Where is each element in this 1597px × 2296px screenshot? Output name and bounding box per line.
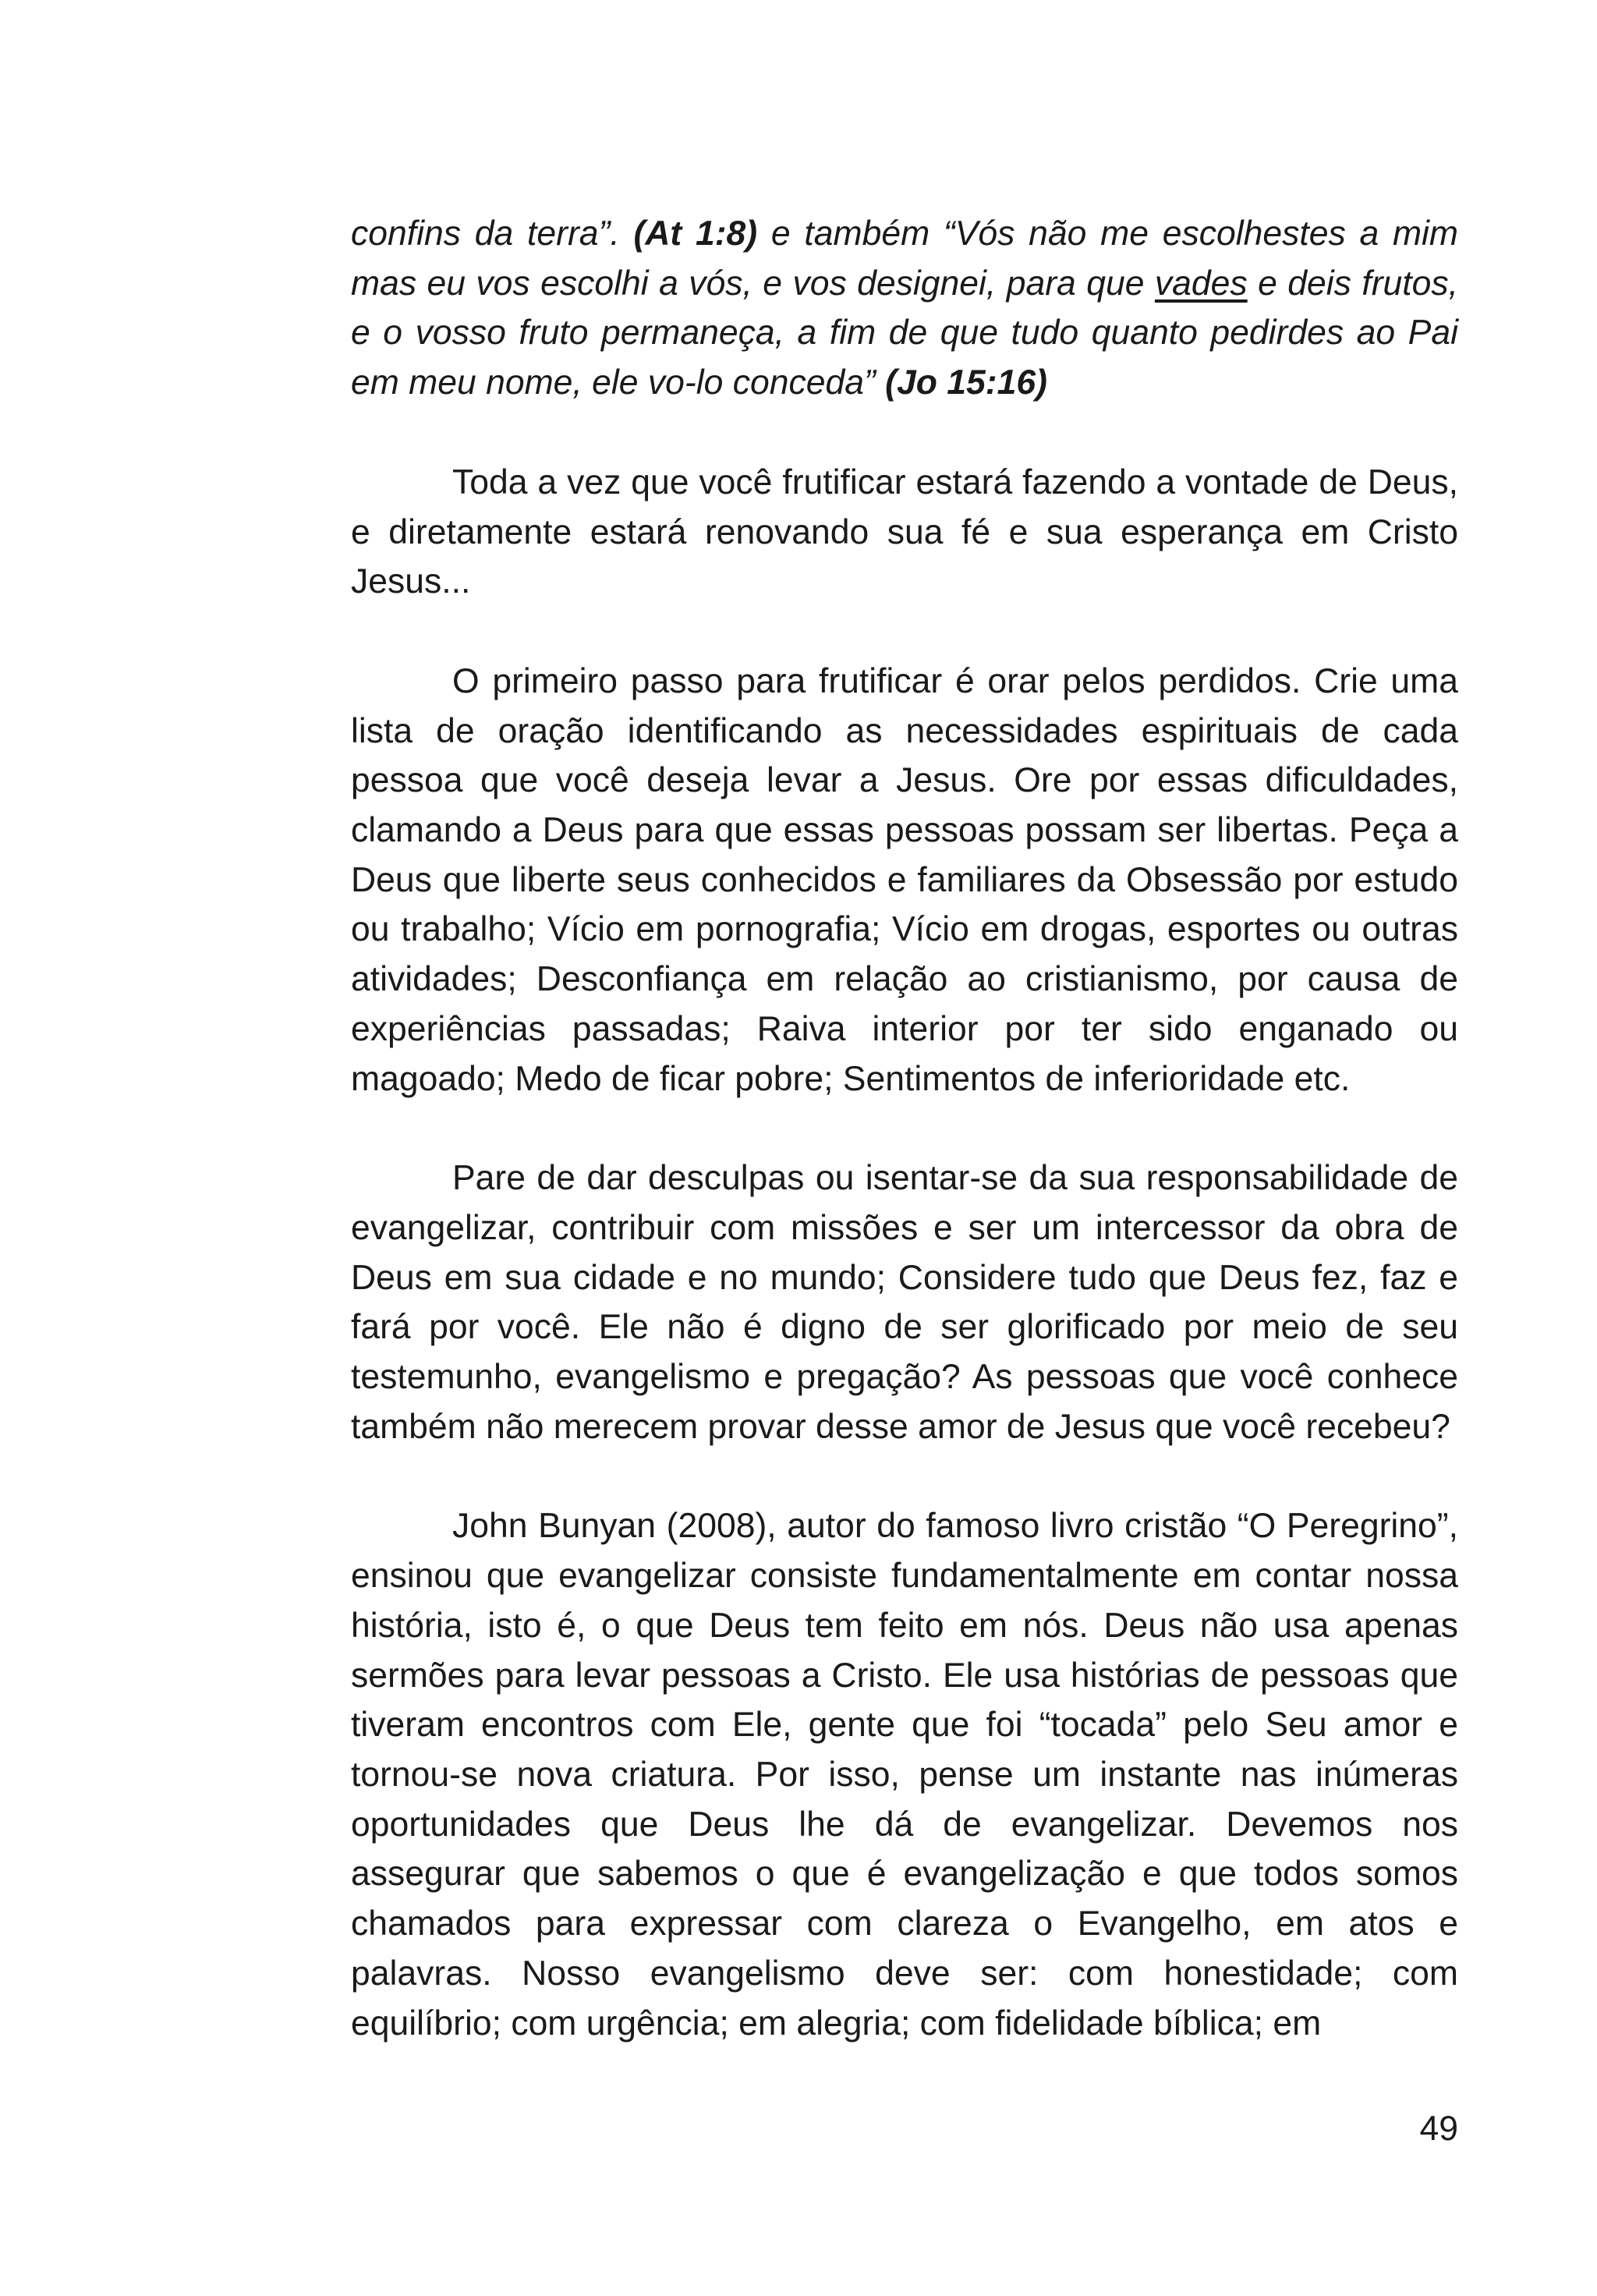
- page-number: 49: [1419, 2110, 1458, 2148]
- scripture-reference: (At 1:8): [633, 214, 758, 253]
- underlined-word: vades: [1154, 264, 1248, 303]
- quote-text: e deis frutos, e o vosso fruto permaneça, a fim de que tudo quanto pedirdes ao Pai em meu nome, ele vo-lo conceda”: [351, 264, 1458, 402]
- paragraph-4-last-line: também não merecem provar desse amor de Jesus que você recebeu?: [351, 1407, 1450, 1446]
- paragraph-scripture-quote: [351, 209, 1458, 408]
- quote-text: e também “Vós não me escolhestes a mim mas eu vos escolhi a vós, e vos designei, para que: [351, 214, 1459, 303]
- paragraph-5: John Bunyan (2008), autor do famoso livro cristão “O Peregrino”, ensinou que evangelizar consiste fundamentalmente em contar nossa história, isto é, o que Deus tem feito em nós. Deus não usa apenas sermões para levar pessoas a Cristo. Ele usa histórias de pessoas que tiveram encontros com Ele, gente que foi “tocada” pelo Seu amor e tornou-se nova criatura. Por isso, pense um instante nas inúmeras oportunidades que Deus lhe dá de evangelizar. Devemos nos assegurar que sabemos o que é evangelização e que todos somos chamados para expressar com clareza o Evangelho, em atos e palavras. Nosso evangelismo deve ser: com honestidade; com equilíbrio; com urgência; em alegria; com fidelidade bíblica; em: [351, 1507, 1458, 2043]
- paragraph-4: [351, 1153, 1458, 1451]
- quote-text: confins da terra”.: [351, 214, 634, 253]
- scripture-reference: (Jo 15:16): [885, 363, 1047, 402]
- paragraph-2: Toda a vez que você frutificar estará fazendo a vontade de Deus, e diretamente estará renovando sua fé e sua esperança em Cristo Jesus...: [351, 462, 1458, 601]
- paragraph-3: O primeiro passo para frutificar é orar pelos perdidos. Crie uma lista de oração identificando as necessidades espirituais de cada pessoa que você deseja levar a Jesus. Ore por essas dificuldades, clamando a Deus para que essas pessoas possam ser libertas. Peça a Deus que liberte seus conhecidos e familiares da Obsessão por estudo ou trabalho; Vício em pornografia; Vício em drogas, esportes ou outras atividades; Desconfiança em relação ao cristianismo, por causa de experiências passadas; Raiva interior por ter sido enganado ou magoado; Medo de ficar pobre; Sentimentos de inferioridade etc.: [351, 661, 1458, 1098]
- paragraph-4-text: Pare de dar desculpas ou isentar-se da sua responsabilidade de evangelizar, contribuir com missões e ser um intercessor da obra de Deus em sua cidade e no mundo; Considere tudo que Deus fez, faz e fará por você. Ele não é digno de ser glorificado por meio de seu testemunho, evangelismo e pregação? As pessoas que você conhece: [351, 1159, 1458, 1397]
- page-body: [351, 209, 1458, 2048]
